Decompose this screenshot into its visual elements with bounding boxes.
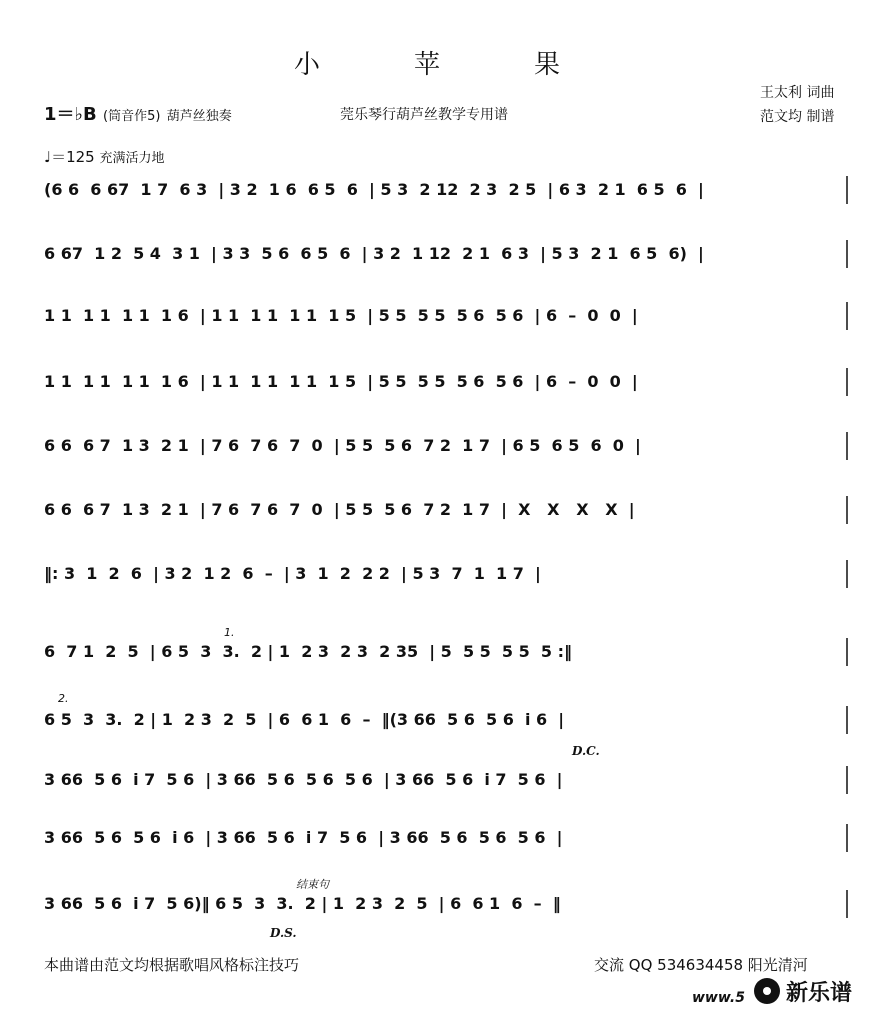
row-barline	[44, 888, 848, 922]
notation-line: 6 6 6 7 1 3 2 1 | 7 6 7 6 7 0 | 5 5 5 6 7 2 1 7 | 6 5 6 5 6 0 |	[44, 436, 641, 455]
subtitle: 莞乐琴行葫芦丝教学专用谱	[340, 107, 508, 123]
notation-line: 6 6 6 7 1 3 2 1 | 7 6 7 6 7 0 | 5 5 5 6 7 2 1 7 | X X X X |	[44, 500, 635, 519]
score-row	[44, 888, 848, 918]
notation-line: 6 67 1 2 5 4 3 1 | 3 3 5 6 6 5 6 | 3 2 1 12 2 1 6 3 | 5 3 2 1 6 5 6) |	[44, 244, 704, 263]
notation-line: 6 5 3 3. 2 | 1 2 3 2 5 | 6 6 1 6 – ‖(3 66 5 6 5 6 i 6 |	[44, 710, 565, 729]
row-barline	[44, 430, 848, 464]
row-barline	[44, 494, 848, 528]
row-barline	[44, 300, 848, 334]
row-barline	[44, 238, 848, 272]
instrument: 葫芦丝独奏	[166, 109, 232, 124]
row-barline	[44, 822, 848, 856]
tempo-marking: ♩＝125 充满活力地	[44, 148, 165, 166]
end-phrase-label: 结束句	[296, 878, 329, 891]
footer-left: 本曲谱由范文均根据歌唱风格标注技巧	[44, 956, 300, 974]
key-signature: 1＝♭B (筒音作5) 葫芦丝独奏	[44, 104, 232, 125]
score-row	[44, 174, 848, 204]
row-barline	[44, 366, 848, 400]
notation-line: 1 1 1 1 1 1 1 6 | 1 1 1 1 1 1 1 5 | 5 5 5 5 5 6 5 6 | 6 – 0 0 |	[44, 306, 638, 325]
row-barline	[44, 174, 848, 208]
row-barline	[44, 636, 848, 670]
volta-1: 1.	[224, 626, 235, 639]
notation-line: 3 66 5 6 i 7 5 6)‖ 6 5 3 3. 2 | 1 2 3 2 5 | 6 6 1 6 – ‖	[44, 894, 561, 913]
score-row	[44, 494, 848, 524]
page-title: 小 苹 果	[293, 50, 594, 80]
score-row	[44, 238, 848, 268]
notation-line: ‖: 3 1 2 6 | 3 2 1 2 6 – | 3 1 2 2 2 | 5 3 7 1 1 7 |	[44, 564, 541, 583]
score-row	[44, 366, 848, 396]
record-logo-icon	[754, 978, 780, 1004]
row-barline	[44, 764, 848, 798]
score-row	[44, 636, 848, 666]
key-note: (筒音作5)	[103, 109, 161, 124]
notation-line: (6 6 6 67 1 7 6 3 | 3 2 1 6 6 5 6 | 5 3 2 12 2 3 2 5 | 6 3 2 1 6 5 6 |	[44, 180, 704, 199]
watermark-brand: 新乐谱	[786, 981, 853, 1006]
score-row	[44, 764, 848, 794]
ds-mark: D.S.	[270, 926, 297, 940]
notation-line: 1 1 1 1 1 1 1 6 | 1 1 1 1 1 1 1 5 | 5 5 5 5 5 6 5 6 | 6 – 0 0 |	[44, 372, 638, 391]
dc-mark: D.C.	[572, 744, 600, 758]
notation-line: 3 66 5 6 i 7 5 6 | 3 66 5 6 5 6 5 6 | 3 66 5 6 i 7 5 6 |	[44, 770, 563, 789]
lyricist-composer: 王太利 词曲	[760, 85, 835, 101]
row-barline	[44, 558, 848, 592]
arranger: 范文均 制谱	[760, 109, 835, 125]
volta-2: 2.	[58, 692, 69, 705]
score-row	[44, 822, 848, 852]
score-row	[44, 558, 848, 588]
score-row	[44, 704, 848, 734]
score-row	[44, 430, 848, 460]
footer-right: 交流 QQ 534634458 阳光清河	[594, 956, 808, 974]
watermark-url: www.5	[692, 990, 745, 1006]
notation-line: 6 7 1 2 5 | 6 5 3 3. 2 | 1 2 3 2 3 2 35 | 5 5 5 5 5 5 :‖	[44, 642, 573, 661]
score-row	[44, 300, 848, 330]
notation-line: 3 66 5 6 5 6 i 6 | 3 66 5 6 i 7 5 6 | 3 66 5 6 5 6 5 6 |	[44, 828, 563, 847]
row-barline	[44, 704, 848, 738]
